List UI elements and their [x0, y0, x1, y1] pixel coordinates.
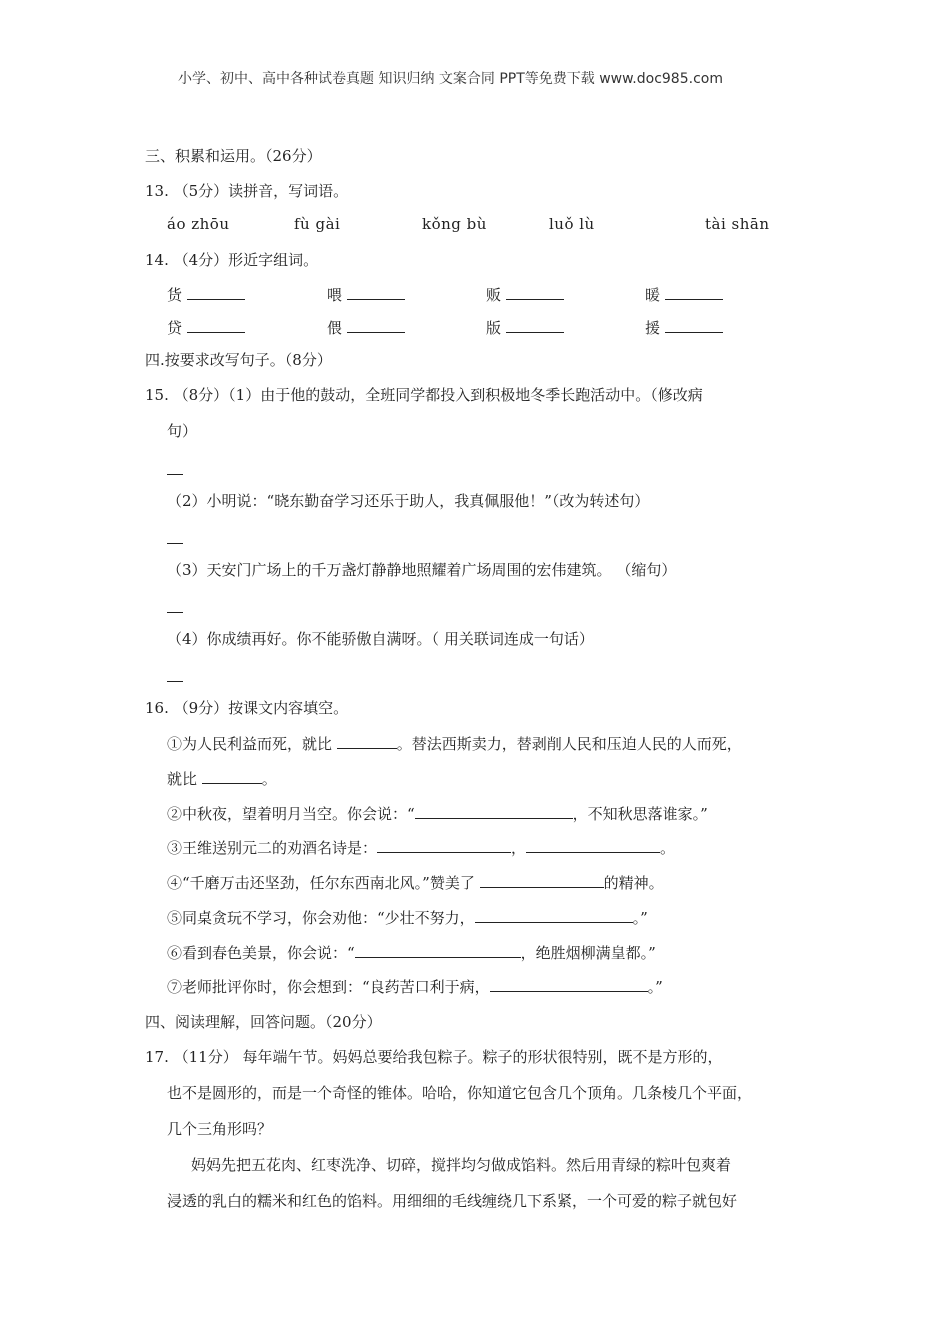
fill-text: ③王维送别元二的劝酒名诗是： — [167, 839, 378, 857]
question-14: 14. （4分）形近字组词。 — [145, 251, 319, 269]
answer-blank[interactable] — [506, 285, 564, 300]
char: 偎 — [327, 319, 343, 337]
pinyin-4: luǒ lù — [549, 215, 595, 233]
passage-line-5: 浸透的乳白的糯米和红色的馅料。用细细的毛线缠绕几下系紧，一个可爱的粽子就包好 — [167, 1192, 738, 1210]
question-15-2: （2）小明说：“晓东勤奋学习还乐于助人，我真佩服他！”（改为转述句） — [167, 492, 650, 510]
fill-text: ②中秋夜，望着明月当空。你会说：“ — [167, 805, 415, 823]
char: 暖 — [645, 286, 661, 304]
char-cell — [167, 317, 245, 338]
answer-blank[interactable] — [490, 977, 648, 992]
question-15-line-2: 句） — [167, 422, 198, 440]
fill-text: 。替法西斯卖力，替剥削人民和压迫人民的人而死， — [396, 735, 742, 753]
question-15-line-1: 15. （8分）（1）由于他的鼓动，全班同学都投入到积极地冬季长跑活动中。（修改病 — [145, 386, 703, 404]
fill-text: ， — [511, 839, 527, 857]
fill-text: 。” — [632, 909, 648, 927]
fill-item-1 — [167, 734, 742, 754]
char-cell — [645, 317, 723, 338]
answer-blank[interactable] — [337, 734, 397, 749]
fill-text: 就比 — [167, 770, 202, 788]
answer-dash[interactable] — [167, 612, 183, 613]
fill-text: ⑥看到春色美景，你会说：“ — [167, 944, 355, 962]
char-cell — [327, 317, 405, 338]
fill-text: ，不知秋思落谁家。” — [572, 805, 708, 823]
section-4-title: 四.按要求改写句子。（8分） — [145, 351, 332, 369]
pinyin-1: áo zhōu — [167, 215, 230, 233]
char-cell — [486, 317, 564, 338]
char: 贷 — [167, 319, 183, 337]
char-cell — [167, 284, 245, 305]
answer-blank[interactable] — [665, 318, 723, 333]
answer-blank[interactable] — [526, 838, 660, 853]
fill-text: ⑦老师批评你时，你会想到：“良药苦口利于病， — [167, 978, 490, 996]
pinyin-3: kǒng bù — [422, 215, 487, 233]
fill-item-4 — [167, 873, 664, 893]
section-5-title: 四、阅读理解，回答问题。（20分） — [145, 1013, 382, 1031]
answer-blank[interactable] — [187, 285, 245, 300]
fill-item-7 — [167, 977, 663, 997]
answer-blank[interactable] — [506, 318, 564, 333]
fill-text: ④“千磨万击还坚劲，任尔东西南北风。”赞美了 — [167, 874, 480, 892]
answer-blank[interactable] — [202, 769, 262, 784]
section-3-title: 三、积累和运用。（26分） — [145, 147, 322, 165]
question-17-line-1: 17. （11分） 每年端午节。妈妈总要给我包粽子。粽子的形状很特别，既不是方形的， — [145, 1048, 723, 1066]
pinyin-5: tài shān — [705, 215, 770, 233]
passage-line-3: 几个三角形吗？ — [167, 1120, 273, 1138]
char: 版 — [486, 319, 502, 337]
passage-line-4: 妈妈先把五花肉、红枣洗净、切碎，搅拌均匀做成馅料。然后用青绿的粽叶包爽着 — [191, 1156, 732, 1174]
answer-dash[interactable] — [167, 543, 183, 544]
fill-item-3 — [167, 838, 675, 858]
answer-dash[interactable] — [167, 474, 183, 475]
question-13: 13. （5分）读拼音，写词语。 — [145, 182, 349, 200]
fill-text: ①为人民利益而死，就比 — [167, 735, 337, 753]
char: 喂 — [327, 286, 343, 304]
char: 贩 — [486, 286, 502, 304]
fill-text: 。 — [660, 839, 676, 857]
fill-item-1-cont — [167, 769, 277, 789]
answer-blank[interactable] — [480, 873, 604, 888]
fill-text: ⑤同桌贪玩不学习，你会劝他：“少壮不努力， — [167, 909, 475, 927]
answer-blank[interactable] — [187, 318, 245, 333]
char: 货 — [167, 286, 183, 304]
fill-item-2 — [167, 804, 708, 824]
answer-blank[interactable] — [665, 285, 723, 300]
passage-line-2: 也不是圆形的，而是一个奇怪的锥体。哈哈，你知道它包含几个顶角。几条棱几个平面， — [167, 1084, 753, 1102]
answer-blank[interactable] — [347, 285, 405, 300]
question-16: 16. （9分）按课文内容填空。 — [145, 699, 349, 717]
page-header: 小学、初中、高中各种试卷真题 知识归纳 文案合同 PPT等免费下载 www.doc985.com — [178, 71, 723, 87]
char-cell — [486, 284, 564, 305]
fill-text: 。 — [261, 770, 277, 788]
answer-blank[interactable] — [475, 908, 633, 923]
answer-blank[interactable] — [377, 838, 511, 853]
question-15-4: （4）你成绩再好。你不能骄傲自满呀。（ 用关联词连成一句话） — [167, 630, 594, 648]
char-cell — [645, 284, 723, 305]
char: 援 — [645, 319, 661, 337]
fill-text: 的精神。 — [603, 874, 664, 892]
answer-blank[interactable] — [415, 804, 573, 819]
fill-item-6 — [167, 943, 656, 963]
fill-text: 。” — [647, 978, 663, 996]
answer-blank[interactable] — [355, 943, 521, 958]
char-cell — [327, 284, 405, 305]
fill-text: ，绝胜烟柳满皇都。” — [520, 944, 656, 962]
answer-blank[interactable] — [347, 318, 405, 333]
pinyin-2: fù gài — [294, 215, 341, 233]
answer-dash[interactable] — [167, 681, 183, 682]
fill-item-5 — [167, 908, 648, 928]
question-15-3: （3）天安门广场上的千万盏灯静静地照耀着广场周围的宏伟建筑。 （缩句） — [167, 561, 677, 579]
